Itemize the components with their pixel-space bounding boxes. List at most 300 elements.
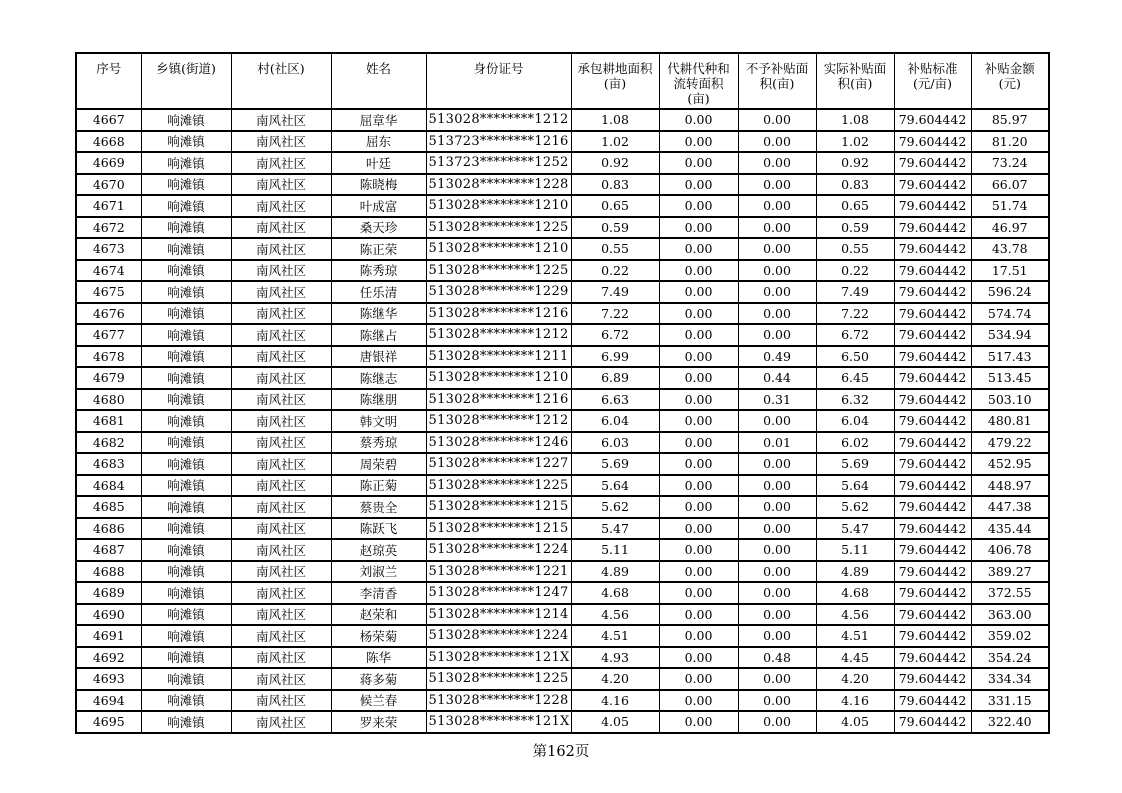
table-row — [76, 539, 1049, 561]
table-cell: 574.74 — [971, 303, 1049, 325]
table-cell: 0.22 — [816, 260, 894, 282]
table-cell: 0.00 — [738, 152, 816, 174]
table-cell: 6.03 — [571, 432, 659, 454]
table-cell: 候兰春 — [331, 690, 426, 712]
table-cell: 周荣碧 — [331, 453, 426, 475]
table-cell: 7.22 — [816, 303, 894, 325]
table-row — [76, 453, 1049, 475]
table-cell: 蔡秀琼 — [331, 432, 426, 454]
table-cell: 4692 — [76, 647, 141, 669]
page-number-label: 第162页 — [532, 744, 590, 760]
table-cell: 5.62 — [816, 496, 894, 518]
table-cell: 447.38 — [971, 496, 1049, 518]
table-cell: 叶廷 — [331, 152, 426, 174]
column-header: 代耕代种和流转面积(亩) — [659, 53, 738, 109]
table-cell: 0.00 — [659, 582, 738, 604]
table-cell: 7.49 — [571, 281, 659, 303]
table-cell: 79.604442 — [894, 152, 971, 174]
table-cell: 79.604442 — [894, 582, 971, 604]
table-cell: 513028********1224 — [426, 539, 571, 561]
table-cell: 5.11 — [571, 539, 659, 561]
table-cell: 南风社区 — [231, 281, 331, 303]
table-row — [76, 281, 1049, 303]
table-cell: 6.89 — [571, 367, 659, 389]
table-cell: 5.64 — [571, 475, 659, 497]
table-cell: 79.604442 — [894, 367, 971, 389]
table-cell: 响滩镇 — [141, 131, 231, 153]
table-cell: 南风社区 — [231, 625, 331, 647]
table-cell: 513028********1210 — [426, 367, 571, 389]
table-cell: 4675 — [76, 281, 141, 303]
table-cell: 响滩镇 — [141, 561, 231, 583]
table-cell: 杨荣菊 — [331, 625, 426, 647]
table-cell: 1.02 — [571, 131, 659, 153]
table-cell: 359.02 — [971, 625, 1049, 647]
table-cell: 4669 — [76, 152, 141, 174]
table-cell: 4.45 — [816, 647, 894, 669]
table-cell: 17.51 — [971, 260, 1049, 282]
table-cell: 桑天珍 — [331, 217, 426, 239]
table-cell: 513028********1225 — [426, 475, 571, 497]
table-cell: 0.59 — [571, 217, 659, 239]
table-cell: 322.40 — [971, 711, 1049, 733]
table-cell: 响滩镇 — [141, 174, 231, 196]
table-cell: 4690 — [76, 604, 141, 626]
table-cell: 0.00 — [659, 668, 738, 690]
table-cell: 响滩镇 — [141, 711, 231, 733]
table-cell: 354.24 — [971, 647, 1049, 669]
table-cell: 4687 — [76, 539, 141, 561]
table-cell: 0.92 — [571, 152, 659, 174]
table-cell: 0.00 — [659, 346, 738, 368]
table-cell: 4.51 — [571, 625, 659, 647]
table-cell: 0.00 — [738, 410, 816, 432]
table-row — [76, 582, 1049, 604]
table-cell: 0.44 — [738, 367, 816, 389]
table-cell: 陈跃飞 — [331, 518, 426, 540]
table-cell: 0.00 — [659, 367, 738, 389]
table-cell: 4.68 — [571, 582, 659, 604]
table-cell: 0.00 — [659, 453, 738, 475]
table-cell: 南风社区 — [231, 539, 331, 561]
table-cell: 响滩镇 — [141, 582, 231, 604]
table-cell: 0.00 — [659, 475, 738, 497]
table-cell: 479.22 — [971, 432, 1049, 454]
table-cell: 0.92 — [816, 152, 894, 174]
table-cell: 79.604442 — [894, 518, 971, 540]
table-row — [76, 367, 1049, 389]
table-cell: 响滩镇 — [141, 410, 231, 432]
table-cell: 南风社区 — [231, 496, 331, 518]
table-row — [76, 496, 1049, 518]
table-cell: 响滩镇 — [141, 432, 231, 454]
table-cell: 响滩镇 — [141, 668, 231, 690]
table-row — [76, 217, 1049, 239]
table-cell: 响滩镇 — [141, 324, 231, 346]
table-cell: 1.08 — [816, 109, 894, 131]
subsidy-table — [75, 52, 1050, 734]
table-cell: 屈章华 — [331, 109, 426, 131]
table-cell: 0.59 — [816, 217, 894, 239]
table-cell: 响滩镇 — [141, 109, 231, 131]
table-cell: 任乐清 — [331, 281, 426, 303]
table-cell: 4680 — [76, 389, 141, 411]
table-cell: 7.49 — [816, 281, 894, 303]
table-cell: 79.604442 — [894, 174, 971, 196]
table-cell: 0.00 — [738, 453, 816, 475]
table-cell: 0.00 — [659, 604, 738, 626]
table-cell: 4695 — [76, 711, 141, 733]
table-cell: 0.00 — [659, 217, 738, 239]
table-cell: 0.00 — [738, 174, 816, 196]
table-cell: 4.20 — [816, 668, 894, 690]
table-cell: 406.78 — [971, 539, 1049, 561]
table-cell: 南风社区 — [231, 518, 331, 540]
table-cell: 513028********1210 — [426, 238, 571, 260]
table-cell: 4686 — [76, 518, 141, 540]
table-cell: 0.65 — [571, 195, 659, 217]
table-row — [76, 625, 1049, 647]
table-cell: 0.00 — [659, 238, 738, 260]
table-row — [76, 152, 1049, 174]
column-header: 补贴金额(元) — [971, 53, 1049, 109]
table-cell: 屈东 — [331, 131, 426, 153]
table-cell: 南风社区 — [231, 389, 331, 411]
table-cell: 响滩镇 — [141, 238, 231, 260]
table-cell: 0.00 — [659, 174, 738, 196]
column-header: 序号 — [76, 53, 141, 109]
table-cell: 0.00 — [738, 324, 816, 346]
table-cell: 513028********121X — [426, 647, 571, 669]
table-cell: 0.00 — [738, 690, 816, 712]
table-cell: 513028********1246 — [426, 432, 571, 454]
table-cell: 南风社区 — [231, 668, 331, 690]
table-cell: 5.11 — [816, 539, 894, 561]
table-cell: 0.00 — [738, 604, 816, 626]
table-cell: 南风社区 — [231, 367, 331, 389]
table-cell: 4693 — [76, 668, 141, 690]
table-cell: 513028********1228 — [426, 690, 571, 712]
table-cell: 372.55 — [971, 582, 1049, 604]
table-cell: 0.00 — [738, 260, 816, 282]
table-cell: 6.72 — [571, 324, 659, 346]
table-cell: 513028********1225 — [426, 260, 571, 282]
table-cell: 480.81 — [971, 410, 1049, 432]
table-cell: 4688 — [76, 561, 141, 583]
table-cell: 0.00 — [659, 389, 738, 411]
table-cell: 4682 — [76, 432, 141, 454]
table-cell: 79.604442 — [894, 604, 971, 626]
table-body — [76, 109, 1049, 733]
table-cell: 南风社区 — [231, 690, 331, 712]
table-cell: 0.00 — [738, 303, 816, 325]
table-cell: 0.01 — [738, 432, 816, 454]
table-cell: 517.43 — [971, 346, 1049, 368]
table-cell: 79.604442 — [894, 109, 971, 131]
table-cell: 南风社区 — [231, 131, 331, 153]
table-cell: 0.00 — [659, 281, 738, 303]
table-cell: 513028********1210 — [426, 195, 571, 217]
table-cell: 0.83 — [571, 174, 659, 196]
table-cell: 0.00 — [738, 475, 816, 497]
table-cell: 7.22 — [571, 303, 659, 325]
table-cell: 513723********1252 — [426, 152, 571, 174]
table-cell: 4681 — [76, 410, 141, 432]
table-cell: 陈继志 — [331, 367, 426, 389]
table-cell: 4677 — [76, 324, 141, 346]
table-cell: 331.15 — [971, 690, 1049, 712]
table-cell: 4667 — [76, 109, 141, 131]
table-row — [76, 604, 1049, 626]
table-cell: 4.51 — [816, 625, 894, 647]
table-cell: 0.00 — [659, 625, 738, 647]
table-cell: 南风社区 — [231, 604, 331, 626]
table-cell: 陈正荣 — [331, 238, 426, 260]
table-cell: 6.02 — [816, 432, 894, 454]
table-cell: 韩文明 — [331, 410, 426, 432]
table-cell: 叶成富 — [331, 195, 426, 217]
table-row — [76, 174, 1049, 196]
table-cell: 陈正菊 — [331, 475, 426, 497]
column-header: 乡镇(街道) — [141, 53, 231, 109]
table-cell: 5.69 — [816, 453, 894, 475]
table-cell: 513028********1221 — [426, 561, 571, 583]
table-cell: 南风社区 — [231, 324, 331, 346]
table-header — [76, 53, 1049, 109]
table-cell: 南风社区 — [231, 152, 331, 174]
table-cell: 0.00 — [738, 496, 816, 518]
table-cell: 513028********1216 — [426, 303, 571, 325]
table-cell: 5.69 — [571, 453, 659, 475]
table-cell: 0.00 — [738, 561, 816, 583]
table-cell: 4.05 — [816, 711, 894, 733]
table-cell: 4670 — [76, 174, 141, 196]
table-cell: 51.74 — [971, 195, 1049, 217]
table-cell: 513028********1212 — [426, 324, 571, 346]
table-cell: 4.16 — [816, 690, 894, 712]
table-cell: 513028********1211 — [426, 346, 571, 368]
table-cell: 0.00 — [659, 496, 738, 518]
table-cell: 79.604442 — [894, 389, 971, 411]
table-cell: 6.45 — [816, 367, 894, 389]
table-row — [76, 131, 1049, 153]
table-cell: 4678 — [76, 346, 141, 368]
table-cell: 南风社区 — [231, 195, 331, 217]
table-cell: 513028********1247 — [426, 582, 571, 604]
table-cell: 513028********1214 — [426, 604, 571, 626]
table-cell: 513723********1216 — [426, 131, 571, 153]
table-cell: 513028********1225 — [426, 217, 571, 239]
table-cell: 79.604442 — [894, 496, 971, 518]
table-cell: 596.24 — [971, 281, 1049, 303]
table-cell: 5.47 — [816, 518, 894, 540]
table-cell: 南风社区 — [231, 260, 331, 282]
table-cell: 0.00 — [659, 152, 738, 174]
table-cell: 0.00 — [659, 690, 738, 712]
table-cell: 响滩镇 — [141, 604, 231, 626]
table-cell: 4.16 — [571, 690, 659, 712]
table-cell: 79.604442 — [894, 131, 971, 153]
table-row — [76, 475, 1049, 497]
table-cell: 响滩镇 — [141, 260, 231, 282]
table-cell: 4.68 — [816, 582, 894, 604]
table-cell: 46.97 — [971, 217, 1049, 239]
table-cell: 4683 — [76, 453, 141, 475]
table-cell: 79.604442 — [894, 711, 971, 733]
table-cell: 4674 — [76, 260, 141, 282]
table-cell: 1.02 — [816, 131, 894, 153]
table-cell: 4694 — [76, 690, 141, 712]
table-cell: 1.08 — [571, 109, 659, 131]
table-row — [76, 518, 1049, 540]
table-cell: 513028********1229 — [426, 281, 571, 303]
table-cell: 响滩镇 — [141, 453, 231, 475]
table-cell: 6.04 — [816, 410, 894, 432]
table-cell: 0.55 — [816, 238, 894, 260]
table-cell: 513028********1212 — [426, 109, 571, 131]
table-cell: 0.00 — [738, 625, 816, 647]
table-cell: 赵荣和 — [331, 604, 426, 626]
column-header: 姓名 — [331, 53, 426, 109]
table-cell: 4676 — [76, 303, 141, 325]
table-cell: 513028********1225 — [426, 668, 571, 690]
table-cell: 513028********1212 — [426, 410, 571, 432]
table-cell: 南风社区 — [231, 109, 331, 131]
table-cell: 4668 — [76, 131, 141, 153]
table-row — [76, 346, 1049, 368]
table-cell: 6.63 — [571, 389, 659, 411]
table-cell: 南风社区 — [231, 238, 331, 260]
table-cell: 4.93 — [571, 647, 659, 669]
table-cell: 0.00 — [659, 647, 738, 669]
table-cell: 蒋多菊 — [331, 668, 426, 690]
table-cell: 534.94 — [971, 324, 1049, 346]
table-cell: 4.89 — [816, 561, 894, 583]
table-cell: 79.604442 — [894, 539, 971, 561]
table-row — [76, 410, 1049, 432]
table-row — [76, 389, 1049, 411]
table-cell: 4691 — [76, 625, 141, 647]
table-cell: 0.00 — [738, 582, 816, 604]
table-cell: 0.00 — [738, 217, 816, 239]
table-cell: 南风社区 — [231, 453, 331, 475]
table-cell: 79.604442 — [894, 475, 971, 497]
table-cell: 0.00 — [659, 432, 738, 454]
table-cell: 0.00 — [738, 539, 816, 561]
table-cell: 响滩镇 — [141, 690, 231, 712]
table-cell: 435.44 — [971, 518, 1049, 540]
table-cell: 79.604442 — [894, 303, 971, 325]
table-cell: 南风社区 — [231, 174, 331, 196]
table-cell: 刘淑兰 — [331, 561, 426, 583]
table-cell: 0.00 — [738, 668, 816, 690]
table-cell: 79.604442 — [894, 195, 971, 217]
table-cell: 0.00 — [659, 195, 738, 217]
column-header: 补贴标准(元/亩) — [894, 53, 971, 109]
table-cell: 79.604442 — [894, 238, 971, 260]
table-cell: 0.22 — [571, 260, 659, 282]
table-cell: 81.20 — [971, 131, 1049, 153]
table-cell: 513.45 — [971, 367, 1049, 389]
table-row — [76, 690, 1049, 712]
table-cell: 513028********121X — [426, 711, 571, 733]
table-cell: 0.00 — [738, 518, 816, 540]
table-cell: 0.00 — [659, 711, 738, 733]
table-cell: 0.00 — [659, 131, 738, 153]
table-cell: 0.00 — [659, 260, 738, 282]
column-header: 身份证号 — [426, 53, 571, 109]
table-cell: 响滩镇 — [141, 389, 231, 411]
table-cell: 513028********1224 — [426, 625, 571, 647]
column-header: 实际补贴面积(亩) — [816, 53, 894, 109]
table-cell: 4671 — [76, 195, 141, 217]
table-row — [76, 324, 1049, 346]
table-cell: 0.31 — [738, 389, 816, 411]
table-cell: 0.83 — [816, 174, 894, 196]
table-cell: 79.604442 — [894, 561, 971, 583]
table-cell: 5.64 — [816, 475, 894, 497]
table-cell: 南风社区 — [231, 410, 331, 432]
table-cell: 4.20 — [571, 668, 659, 690]
table-cell: 陈晓梅 — [331, 174, 426, 196]
table-cell: 6.99 — [571, 346, 659, 368]
table-cell: 513028********1216 — [426, 389, 571, 411]
table-cell: 响滩镇 — [141, 152, 231, 174]
table-cell: 南风社区 — [231, 561, 331, 583]
table-cell: 0.00 — [659, 303, 738, 325]
table-cell: 南风社区 — [231, 303, 331, 325]
table-cell: 0.00 — [659, 109, 738, 131]
table-row — [76, 647, 1049, 669]
table-cell: 0.00 — [659, 410, 738, 432]
table-cell: 响滩镇 — [141, 367, 231, 389]
table-cell: 4672 — [76, 217, 141, 239]
table-cell: 响滩镇 — [141, 539, 231, 561]
table-cell: 陈继华 — [331, 303, 426, 325]
table-row — [76, 109, 1049, 131]
table-cell: 响滩镇 — [141, 496, 231, 518]
table-cell: 6.72 — [816, 324, 894, 346]
table-cell: 0.00 — [659, 539, 738, 561]
table-cell: 南风社区 — [231, 711, 331, 733]
table-cell: 503.10 — [971, 389, 1049, 411]
table-cell: 79.604442 — [894, 346, 971, 368]
table-cell: 响滩镇 — [141, 346, 231, 368]
table-cell: 43.78 — [971, 238, 1049, 260]
table-cell: 0.00 — [659, 324, 738, 346]
table-cell: 陈秀琼 — [331, 260, 426, 282]
table-cell: 79.604442 — [894, 281, 971, 303]
table-cell: 4.56 — [571, 604, 659, 626]
table-cell: 0.00 — [738, 281, 816, 303]
table-cell: 0.49 — [738, 346, 816, 368]
table-cell: 4685 — [76, 496, 141, 518]
table-row — [76, 561, 1049, 583]
table-cell: 513028********1227 — [426, 453, 571, 475]
table-row — [76, 432, 1049, 454]
table-cell: 363.00 — [971, 604, 1049, 626]
table-cell: 4673 — [76, 238, 141, 260]
table-cell: 蔡贵全 — [331, 496, 426, 518]
table-cell: 5.47 — [571, 518, 659, 540]
table-cell: 4.56 — [816, 604, 894, 626]
table-cell: 响滩镇 — [141, 195, 231, 217]
table-cell: 南风社区 — [231, 582, 331, 604]
table-cell: 南风社区 — [231, 217, 331, 239]
table-cell: 389.27 — [971, 561, 1049, 583]
table-cell: 513028********1215 — [426, 496, 571, 518]
table-cell: 79.604442 — [894, 217, 971, 239]
